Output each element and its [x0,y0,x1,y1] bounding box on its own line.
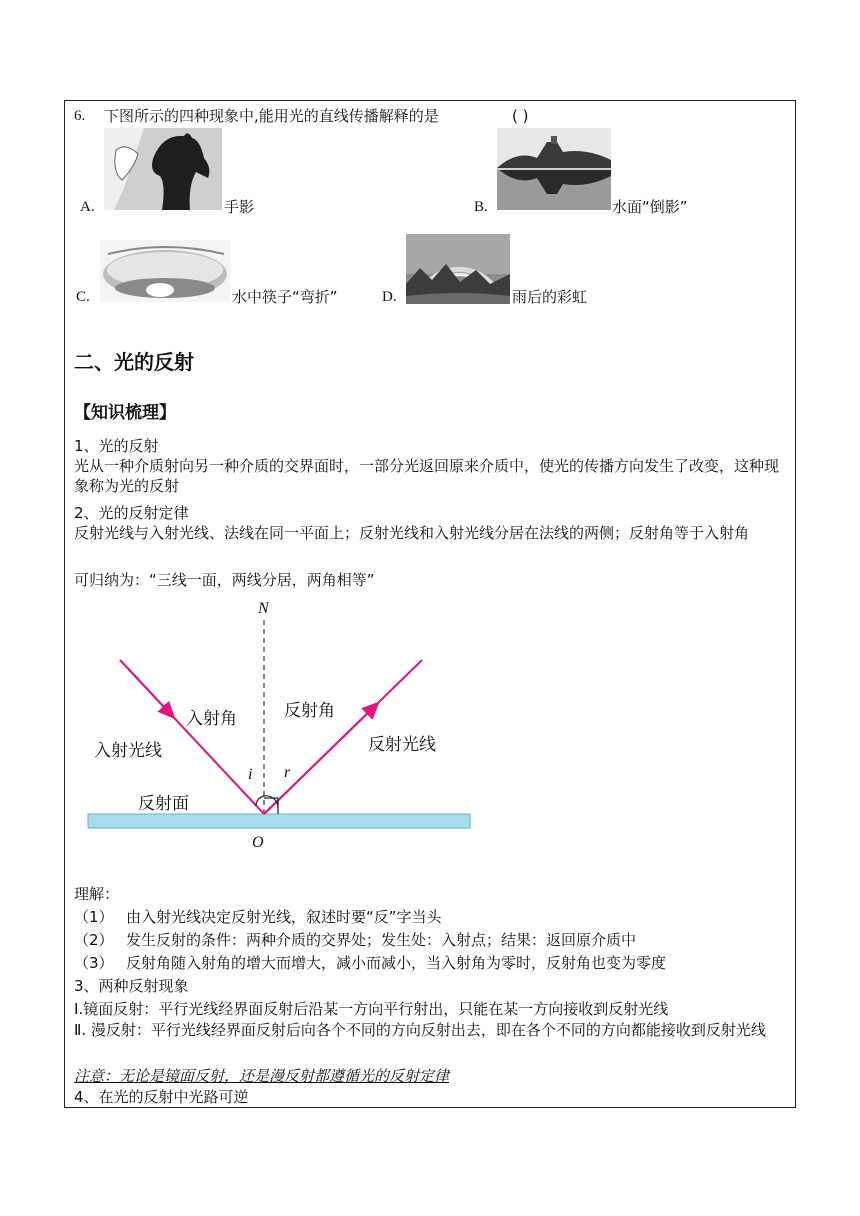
understanding-num-3: （3） [74,954,114,972]
law-note: 注意：无论是镜面反射，还是漫反射都遵循光的反射定律 [74,1067,450,1085]
normal-label: N [258,600,269,617]
p1-body: 光从一种介质射向另一种介质的交界面时，一部分光返回原来介质中，使光的传播方向发生了改变，这种现象称为光的反射 [74,457,780,495]
p2-body: 反射光线与入射光线、法线在同一平面上；反射光线和入射光线分居在法线的两侧；反射角等于入射角 [74,524,750,542]
p2-summary: 可归纳为：“三线一面，两线分居，两角相等” [74,571,375,589]
reversibility: 4、在光的反射中光路可逆 [74,1088,249,1106]
question-number: 6. [74,108,86,124]
origin-label: O [252,834,264,851]
understanding-num-2: （2） [74,931,114,949]
understanding-title: 理解： [74,885,120,903]
option-c-letter: C. [76,289,90,305]
incident-ray-label: 入射光线 [94,741,162,761]
option-d-letter: D. [382,289,397,305]
mirror-reflection: Ⅰ.镜面反射：平行光线经界面反射后沿某一方向平行射出，只能在某一方向接收到反射光线 [74,1000,669,1018]
incident-angle-arc [256,796,264,806]
option-d-caption: 雨后的彩虹 [512,288,588,306]
surface-label: 反射面 [138,794,189,814]
section-subtitle: 【知识梳理】 [74,403,176,423]
understanding-item-1: 由入射光线决定反射光线，叙述时要“反”字当头 [126,908,442,926]
incident-angle-label: 入射角 [186,709,237,729]
reflective-surface [88,814,470,828]
question-stem: 下图所示的四种现象中,能用光的直线传播解释的是 [104,107,439,125]
hand-shadow-image [104,128,222,210]
water-reflection-image [497,128,611,210]
option-c-caption: 水中筷子“弯折” [232,288,338,306]
section-title: 二、光的反射 [74,350,194,374]
option-a-letter: A. [80,199,95,215]
diffuse-reflection: Ⅱ. 漫反射：平行光线经界面反射后向各个不同的方向反射出去，即在各个不同的方向都能接收到反射光线 [74,1021,766,1039]
answer-blank: ( ) [512,107,529,125]
chopsticks-image [100,240,230,302]
understanding-item-3: 反射角随入射角的增大而增大，减小而减小，当入射角为零时，反射角也变为零度 [126,954,667,972]
understanding-item-2: 发生反射的条件：两种介质的交界处；发生处：入射点；结果：返回原介质中 [126,931,637,949]
option-b-letter: B. [474,199,488,215]
p1-title: 1、光的反射 [74,437,159,455]
understanding-num-1: （1） [74,908,114,926]
reflected-ray-label: 反射光线 [368,735,436,755]
incident-angle-symbol: i [248,766,253,783]
rainbow-image [406,234,510,304]
reflect-angle-symbol: r [284,764,291,781]
incident-ray-arrow [120,660,170,714]
option-a-caption: 手影 [224,198,255,216]
reflect-angle-label: 反射角 [284,701,335,721]
phenomena-title: 3、两种反射现象 [74,977,189,995]
reflected-ray-arrow [264,707,374,814]
reflection-diagram [80,596,480,860]
p2-title: 2、光的反射定律 [74,504,189,522]
option-b-caption: 水面“倒影” [612,198,688,216]
